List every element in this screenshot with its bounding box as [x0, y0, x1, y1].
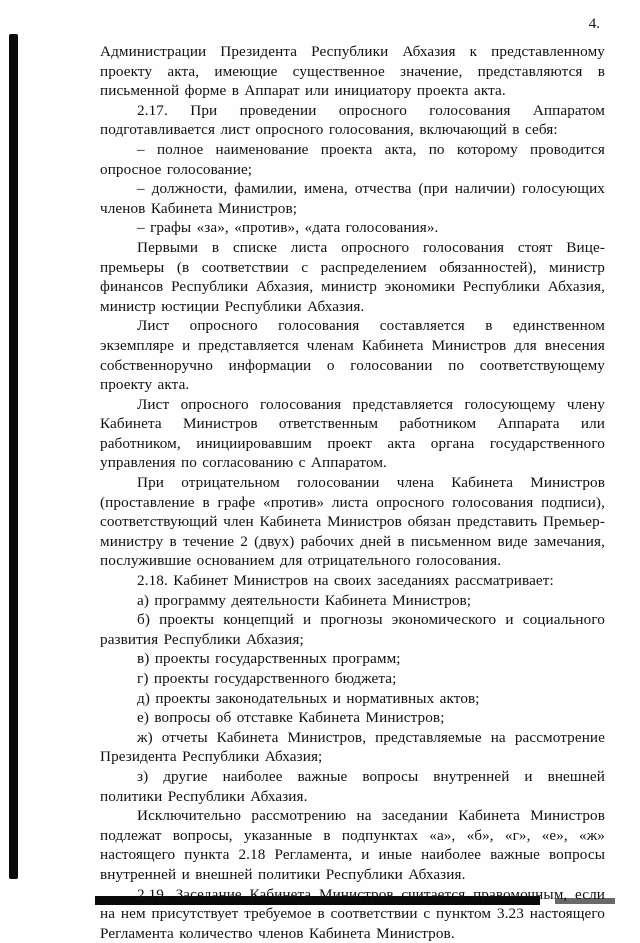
list-item-v: в) проекты государственных программ;: [137, 650, 401, 668]
document-body: [100, 42, 605, 943]
list-item-e: е) вопросы об отставке Кабинета Министров;: [137, 709, 445, 727]
list-item-b: б) проекты концепций и прогнозы экономического и социального развития Республики Абхазия;: [100, 611, 605, 648]
list-item-z: з) другие наиболее важные вопросы внутренней и внешней политики Республики Абхазия.: [100, 767, 605, 805]
list-item-a: а) программу деятельности Кабинета Министров;: [137, 591, 472, 609]
paragraph-single-copy: Лист опросного голосования составляется в единственном экземпляре и представляется членам Кабинета Министров для внесения собственноручно информации о голосовании по соответствующему проекту акта.: [100, 317, 605, 394]
scan-artifact-left-bar: [9, 34, 18, 879]
paragraph-2-17: 2.17. При проведении опросного голосования Аппаратом подготавливается лист опросного голосования, включающий в себя:: [100, 101, 605, 139]
paragraph-vice-premiers: Первыми в списке листа опросного голосования стоят Вице-премьеры (в соответствии с распределением обязанностей), министр финансов Республики Абхазия, министр экономики Республики Абхазия, министр юстиции Республики Абхазия.: [100, 238, 605, 315]
list-item-zh: ж) отчеты Кабинета Министров, представляемые на рассмотрение Президента Республики Абхазия;: [100, 728, 605, 766]
list-item-dash-2: – должности, фамилии, имена, отчества (при наличии) голосующих членов Кабинета Министров;: [100, 180, 605, 217]
paragraph-exclusive-review: Исключительно рассмотрению на заседании Кабинета Министров подлежат вопросы, указанные в подпунктах «а», «б», «г», «е», «ж» настоящего пункта 2.18 Регламента, и иные наиболее важные вопросы внутренней и внешней политики Республики Абхазия.: [100, 807, 605, 883]
list-item-dash-3: – графы «за», «против», «дата голосования».: [137, 219, 439, 237]
page-number: 4.: [588, 16, 600, 32]
paragraph-continuation: Администрации Президента Республики Абхазия к представленному проекту акта, имеющие существенное значение, представляются в письменной форме в Аппарат или инициатору проекта акта.: [100, 43, 605, 100]
paragraph-2-19: 2.19. Заседание Кабинета Министров считается правомочным, если на нем присутствует требуемое в соответствии с пунктом 3.23 настоящего Регламента количество членов Кабинета Министров.: [100, 885, 605, 942]
paragraph-negative-vote: При отрицательном голосовании члена Кабинета Министров (проставление в графе «против» листа опросного голосования подписи), соответствующий член Кабинета Министров обязан представить Премьер-министру в течение 2 (двух) рабочих дней в письменном виде замечания, послужившие основанием для отрицательного голосования.: [100, 474, 605, 570]
paragraph-2-18: 2.18. Кабинет Министров на своих заседаниях рассматривает:: [137, 572, 554, 590]
paragraph-presented-by: Лист опросного голосования представляется голосующему члену Кабинета Министров ответственным работником Аппарата или работником, инициировавшим проект акта органа государственного управления по согласованию с Аппаратом.: [100, 395, 605, 472]
list-item-g: г) проекты государственного бюджета;: [137, 670, 397, 687]
list-item-dash-1: – полное наименование проекта акта, по которому проводится опросное голосование;: [100, 140, 605, 178]
list-item-d: д) проекты законодательных и нормативных актов;: [137, 689, 480, 707]
